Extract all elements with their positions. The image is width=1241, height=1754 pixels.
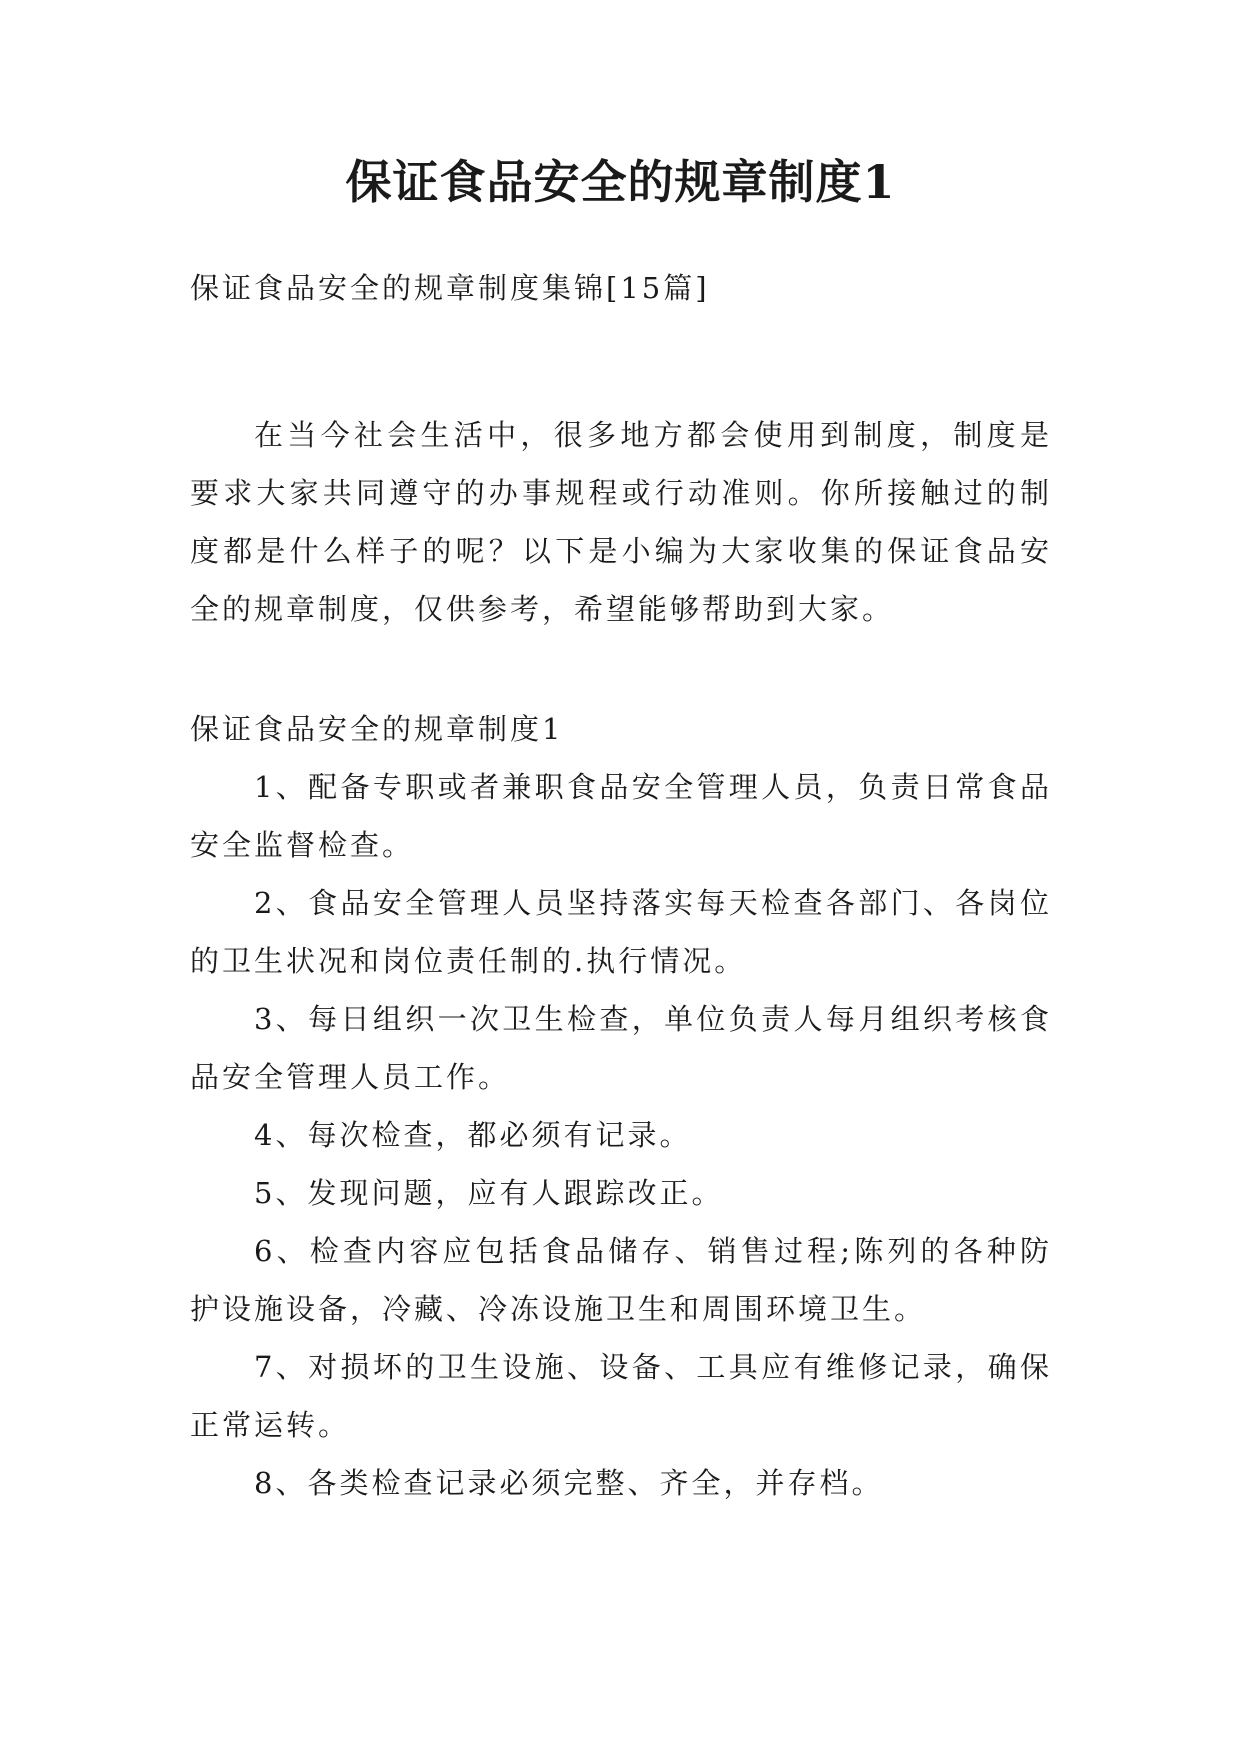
rule-item-8: 8、各类检查记录必须完整、齐全，并存档。 — [254, 1466, 884, 1500]
intro-paragraph: 在当今社会生活中，很多地方都会使用到制度，制度是要求大家共同遵守的办事规程或行动准则。你所接触过的制度都是什么样子的呢？以下是小编为大家收集的保证食品安全的规章制度，仅供参考，希望能够帮助到大家。 — [190, 418, 1052, 626]
rule-item-5: 5、发现问题，应有人跟踪改正。 — [254, 1176, 724, 1210]
document-subtitle: 保证食品安全的规章制度集锦[15篇] — [190, 271, 710, 305]
rule-item-7: 7、对损坏的卫生设施、设备、工具应有维修记录，确保正常运转。 — [190, 1350, 1052, 1442]
rule-item-1: 1、配备专职或者兼职食品安全管理人员，负责日常食品安全监督检查。 — [190, 770, 1052, 862]
section-heading: 保证食品安全的规章制度1 — [190, 712, 564, 746]
rule-item-3: 3、每日组织一次卫生检查，单位负责人每月组织考核食品安全管理人员工作。 — [190, 1002, 1052, 1094]
document-title: 保证食品安全的规章制度1 — [345, 155, 896, 209]
rule-item-2: 2、食品安全管理人员坚持落实每天检查各部门、各岗位的卫生状况和岗位责任制的.执行情况。 — [190, 886, 1052, 978]
rule-item-4: 4、每次检查，都必须有记录。 — [254, 1118, 692, 1152]
rule-item-6: 6、检查内容应包括食品储存、销售过程;陈列的各种防护设施设备，冷藏、冷冻设施卫生和周围环境卫生。 — [190, 1234, 1052, 1326]
rules-section — [190, 700, 1052, 1512]
